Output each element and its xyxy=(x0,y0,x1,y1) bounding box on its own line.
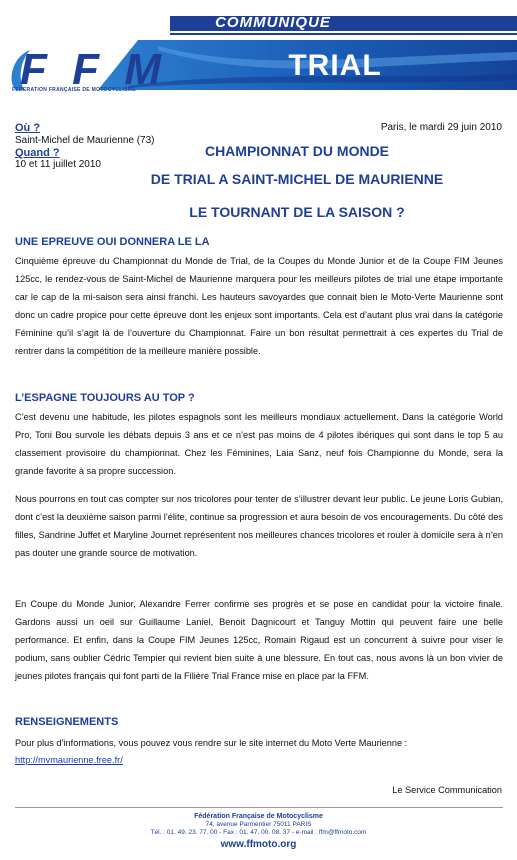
banner-rule xyxy=(170,33,517,35)
title-line-1: CHAMPIONNAT DU MONDE xyxy=(204,143,390,159)
section-heading-2: L’ESPAGNE TOUJOURS AU TOP ? xyxy=(15,392,195,404)
where-value: Saint-Michel de Maurienne (73) xyxy=(15,135,155,146)
logo-subtitle: FEDERATION FRANÇAISE DE MOTOCYCLISME xyxy=(12,87,136,93)
when-label: Quand ? xyxy=(15,147,60,159)
section-2-paragraph-2: Nous pourrons en tout cas compter sur nos tricolores pour tenter de s’illustrer devant leur public. Le jeune Loris Gubian, dont c’est la deuxième saison parmi l’élite, continue sa progression et aura besoin de vos encouragements. Du côté des filles, Sandrine Juffet et Maryline Journet représentent nos meilleures chances tricolores et rouler à domicile sera à n’en pas douter une grande source de motivation. xyxy=(15,494,503,558)
footer-address: 74, avenue Parmentier 75011 PARIS xyxy=(205,821,312,828)
date-line: Paris, le mardi 29 juin 2010 xyxy=(380,122,502,133)
footer-rule xyxy=(15,807,503,808)
svg-text:FFM: FFM xyxy=(20,45,160,94)
footer-website[interactable]: www.ffmoto.org xyxy=(220,839,297,850)
when-value: 10 et 11 juillet 2010 xyxy=(15,159,101,170)
footer-contact: Tél. : 01. 49. 23. 77. 00 - Fax : 01. 47. 00. 08. 37 - e-mail : ffm@ffmoto.com xyxy=(150,829,367,836)
signature: Le Service Communication xyxy=(392,785,502,795)
section-2-paragraph-3: En Coupe du Monde Junior, Alexandre Ferrer confirme ses progrès et se pose en candidat pour la victoire finale. Gardons aussi un oeil sur Guillaume Laniel, Benoit Dagnicourt et Tanguy Mottin qui peuvent faire une belle performance. Et enfin, dans la Coupe FIM Jeunes 125cc, Romain Rigaud est un concurrent à suivre pour viser le podium, sans oublier Cédric Tempier qui revient bien suite à une blessure. En tout cas, nous avons là un bon vivier de jeunes pilotes français qui font parti de la Filière Trial France mise en place par la FFM. xyxy=(15,599,503,681)
title-line-2: DE TRIAL A SAINT-MICHEL DE MAURIENNE xyxy=(150,171,444,187)
section-1-paragraph: Cinquième épreuve du Championnat du Monde de Trial, de la Coupes du Monde Junior et de la Coupe FIM Jeunes 125cc, le rendez-vous de Saint-Michel de Maurienne marquera pour les meilleurs pilotes de trial une étape importante car le cap de la mi-saison sera ainsi franchi. Les hauteurs savoyardes que connait bien le Moto-Verte Maurienne sont donc un cadre propice pour cette épreuve dont les enjeux sont importants. Cela est d’autant plus vrai dans la catégorie Féminine qu’il s’agit là de l’ouverture du Championnat. Faire un bon résultat permettrait à ces expertes du Trial de rentrer dans la compétition de la meilleure manière possible. xyxy=(15,256,503,356)
section-heading-3: RENSEIGNEMENTS xyxy=(15,716,119,728)
trial-label: TRIAL xyxy=(288,49,382,82)
section-heading-1: UNE EPREUVE OUI DONNERA LE LA xyxy=(15,236,210,248)
section-2-paragraph-1: C’est devenu une habitude, les pilotes espagnols sont les meilleurs mondiaux actuellement. Dans la catégorie World Pro, Toni Bou survole les débats depuis 3 ans et ce n’est pas moins de 4 pilotes ibériques qui sont dans le top 5 au classement provisoire du championnat. Chez les Féminines, Laia Sanz, neuf fois Championne du Monde, sera la grande favorite à sa propre succession. xyxy=(15,412,503,476)
section-3-paragraph: Pour plus d’informations, vous pouvez vous rendre sur le site internet du Moto Verte Maurienne : xyxy=(15,738,408,748)
moto-verte-link[interactable]: http://mvmaurienne.free.fr/ xyxy=(15,755,123,765)
communique-label: COMMUNIQUE xyxy=(215,14,331,31)
title-line-3: LE TOURNANT DE LA SAISON ? xyxy=(189,204,405,220)
where-label: Où ? xyxy=(15,122,41,134)
footer-organization: Fédération Française de Motocyclisme xyxy=(194,813,323,820)
